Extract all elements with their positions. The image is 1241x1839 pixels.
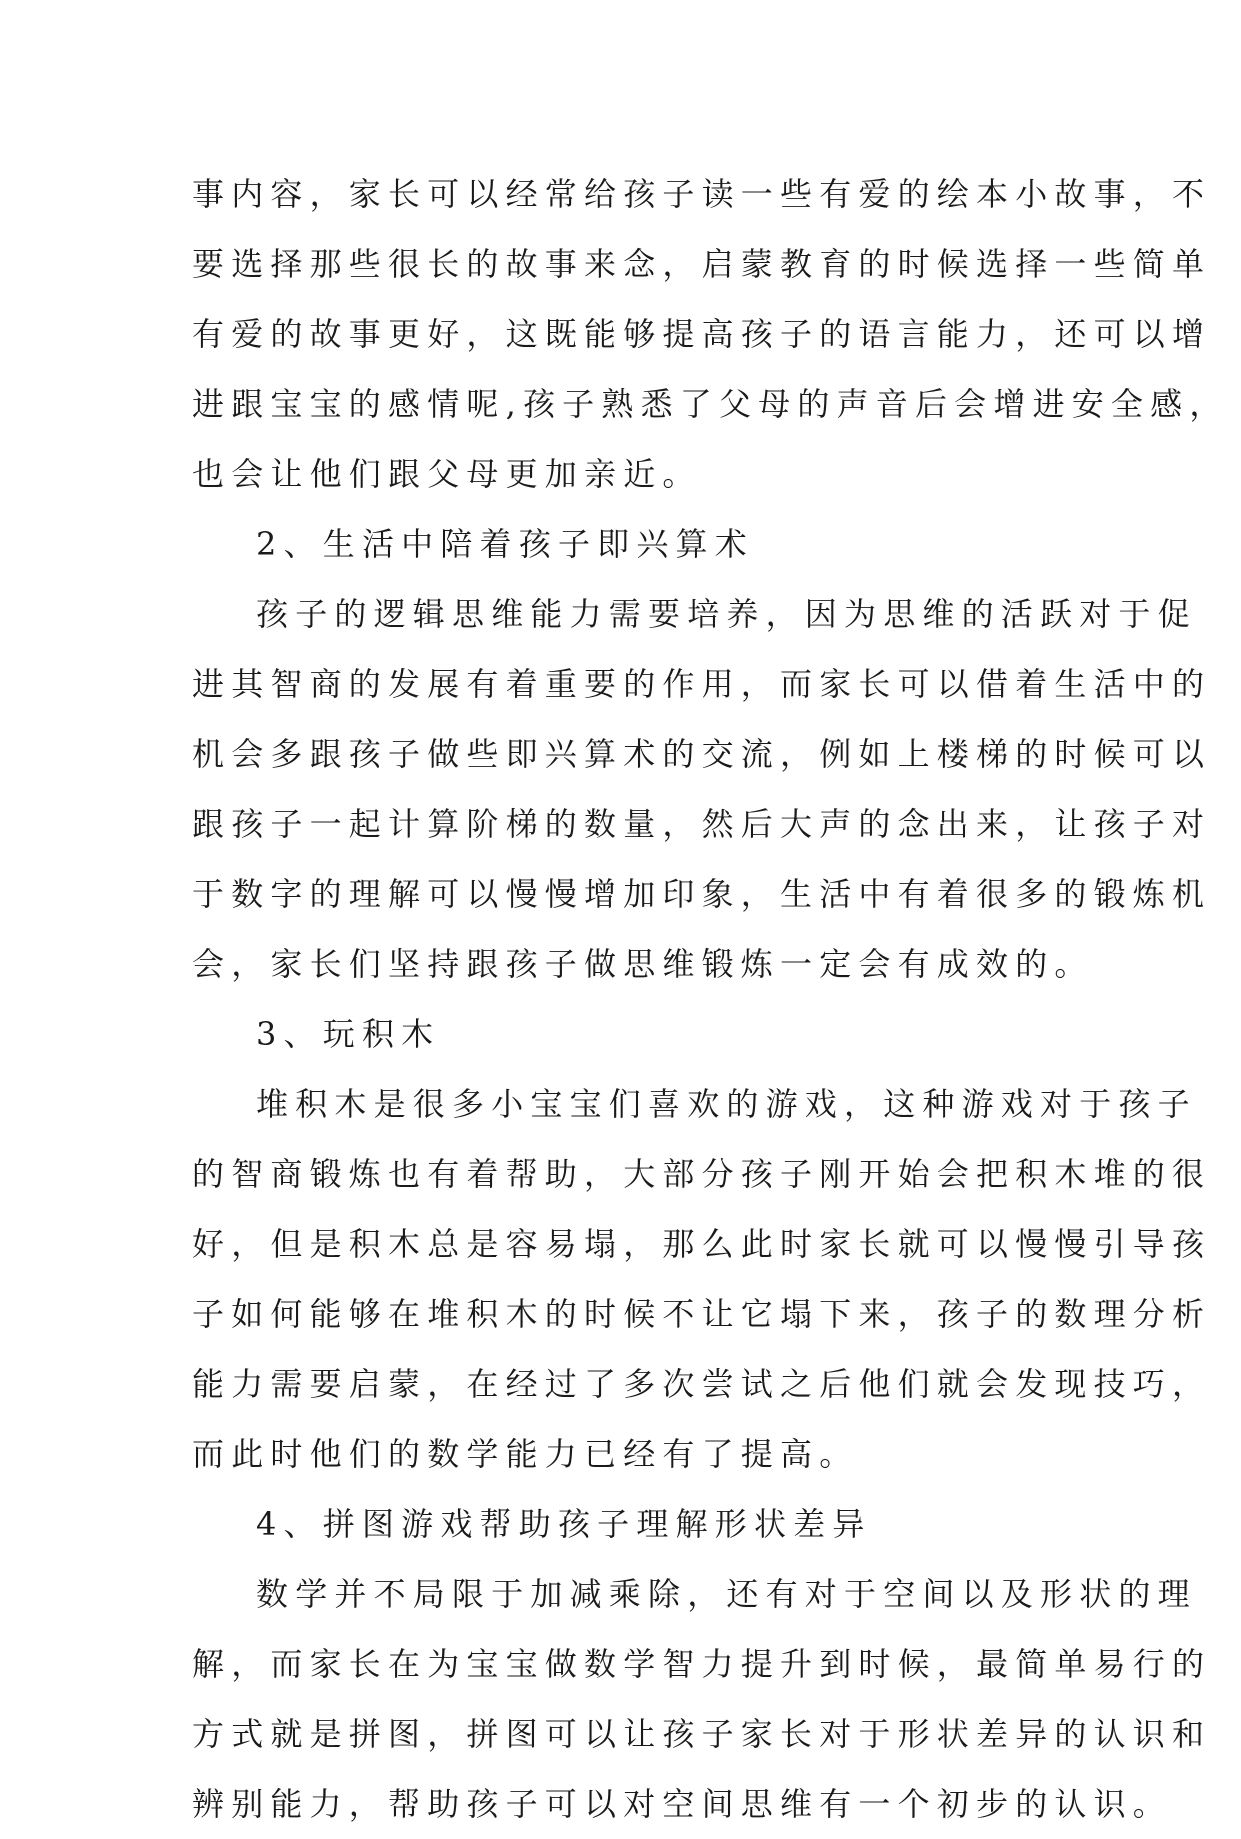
section-heading: 3、玩积木	[256, 1015, 441, 1053]
section-heading: 2、生活中陪着孩子即兴算术	[256, 525, 754, 563]
paragraph-line: 堆积木是很多小宝宝们喜欢的游戏，这种游戏对于孩子	[256, 1085, 1197, 1123]
paragraph-line: 进其智商的发展有着重要的作用，而家长可以借着生活中的	[192, 665, 1212, 703]
paragraph-line: 进跟宝宝的感情呢,孩子熟悉了父母的声音后会增进安全感，	[192, 385, 1229, 423]
paragraph-line: 辨别能力，帮助孩子可以对空间思维有一个初步的认识。	[192, 1785, 1173, 1823]
paragraph-line: 跟孩子一起计算阶梯的数量，然后大声的念出来，让孩子对	[192, 805, 1212, 843]
paragraph-line: 数学并不局限于加减乘除，还有对于空间以及形状的理	[256, 1575, 1197, 1613]
section-heading: 4、拼图游戏帮助孩子理解形状差异	[256, 1505, 872, 1543]
paragraph-line: 好，但是积木总是容易塌，那么此时家长就可以慢慢引导孩	[192, 1225, 1212, 1263]
paragraph-line: 也会让他们跟父母更加亲近。	[192, 455, 702, 493]
paragraph-line: 能力需要启蒙，在经过了多次尝试之后他们就会发现技巧，	[192, 1365, 1212, 1403]
paragraph-line: 有爱的故事更好，这既能够提高孩子的语言能力，还可以增	[192, 315, 1212, 353]
paragraph-line: 事内容，家长可以经常给孩子读一些有爱的绘本小故事，不	[192, 175, 1212, 213]
paragraph-line: 孩子的逻辑思维能力需要培养，因为思维的活跃对于促	[256, 595, 1197, 633]
document-text-body	[192, 159, 1229, 1839]
paragraph-line: 方式就是拼图，拼图可以让孩子家长对于形状差异的认识和	[192, 1715, 1212, 1753]
paragraph-line: 而此时他们的数学能力已经有了提高。	[192, 1435, 859, 1473]
paragraph-line: 要选择那些很长的故事来念，启蒙教育的时候选择一些简单	[192, 245, 1212, 283]
paragraph-line: 的智商锻炼也有着帮助，大部分孩子刚开始会把积木堆的很	[192, 1155, 1212, 1193]
paragraph-line: 解，而家长在为宝宝做数学智力提升到时候，最简单易行的	[192, 1645, 1212, 1683]
paragraph-line: 子如何能够在堆积木的时候不让它塌下来，孩子的数理分析	[192, 1295, 1212, 1333]
paragraph-line: 机会多跟孩子做些即兴算术的交流，例如上楼梯的时候可以	[192, 735, 1212, 773]
paragraph-line: 会，家长们坚持跟孩子做思维锻炼一定会有成效的。	[192, 945, 1094, 983]
paragraph-line: 于数字的理解可以慢慢增加印象，生活中有着很多的锻炼机	[192, 875, 1212, 913]
